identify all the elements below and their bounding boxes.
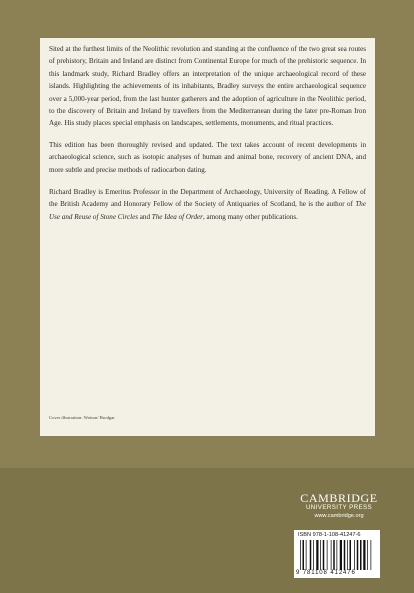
author-book-title-2: The Idea of Order — [151, 212, 203, 221]
cover-credit: Cover illustration: Watson/ Brodgar — [49, 415, 115, 420]
publisher-name: CAMBRIDGE — [300, 491, 378, 505]
blurb-panel — [40, 38, 375, 436]
blurb-paragraph-2: This edition has been thoroughly revised and updated. The text takes account of recent developments in archaeological science, such as isotopic analyses of human and animal bone, recovery of ancient DNA, and more subtle and precise methods of radiocarbon dating. — [49, 140, 366, 174]
barcode-icon — [300, 540, 374, 570]
author-book-title-1: The Use and Reuse of Stone Circles — [49, 200, 366, 221]
publisher-subname: UNIVERSITY PRESS — [305, 504, 373, 511]
author-bio-tail: , among many other publications. — [202, 212, 298, 221]
barcode-digits: 9 781108 412476 — [296, 570, 356, 576]
blurb-paragraph-1: Sited at the furthest limits of the Neolithic revolution and standing at the confluence of the two great sea routes of prehistory, Britain and Ireland are distinct from Continental Europe for much of the prehistoric sequence. In this landmark study, Richard Bradley offers an interpretation of the unique archaeological record of these islands. Highlighting the achievements of its inhabitants, Bradley surveys the entire archaeological sequence over a 5,000-year period, from the last hunter gatherers and the adoption of agriculture in the Neolithic period, to the discovery of Britain and Ireland by travellers from the Mediterranean during the later pre-Roman Iron Age. His study places special emphasis on landscapes, settlements, monuments, and ritual practices. — [49, 45, 366, 128]
author-bio-lead: Richard Bradley is Emeritus Professor in the Department of Archaeology, University of Reading. A Fellow of the British Academy and Honorary Fellow of the Society of Antiquaries of Scotland, he is the author of — [49, 188, 366, 209]
publisher-url: www.cambridge.org — [314, 513, 364, 519]
isbn-label: ISBN 978-1-108-41247-6 — [298, 532, 361, 538]
author-bio-and: and — [137, 212, 152, 221]
publisher-logo — [291, 492, 387, 520]
author-bio — [49, 186, 366, 223]
isbn-barcode-box — [294, 530, 380, 578]
